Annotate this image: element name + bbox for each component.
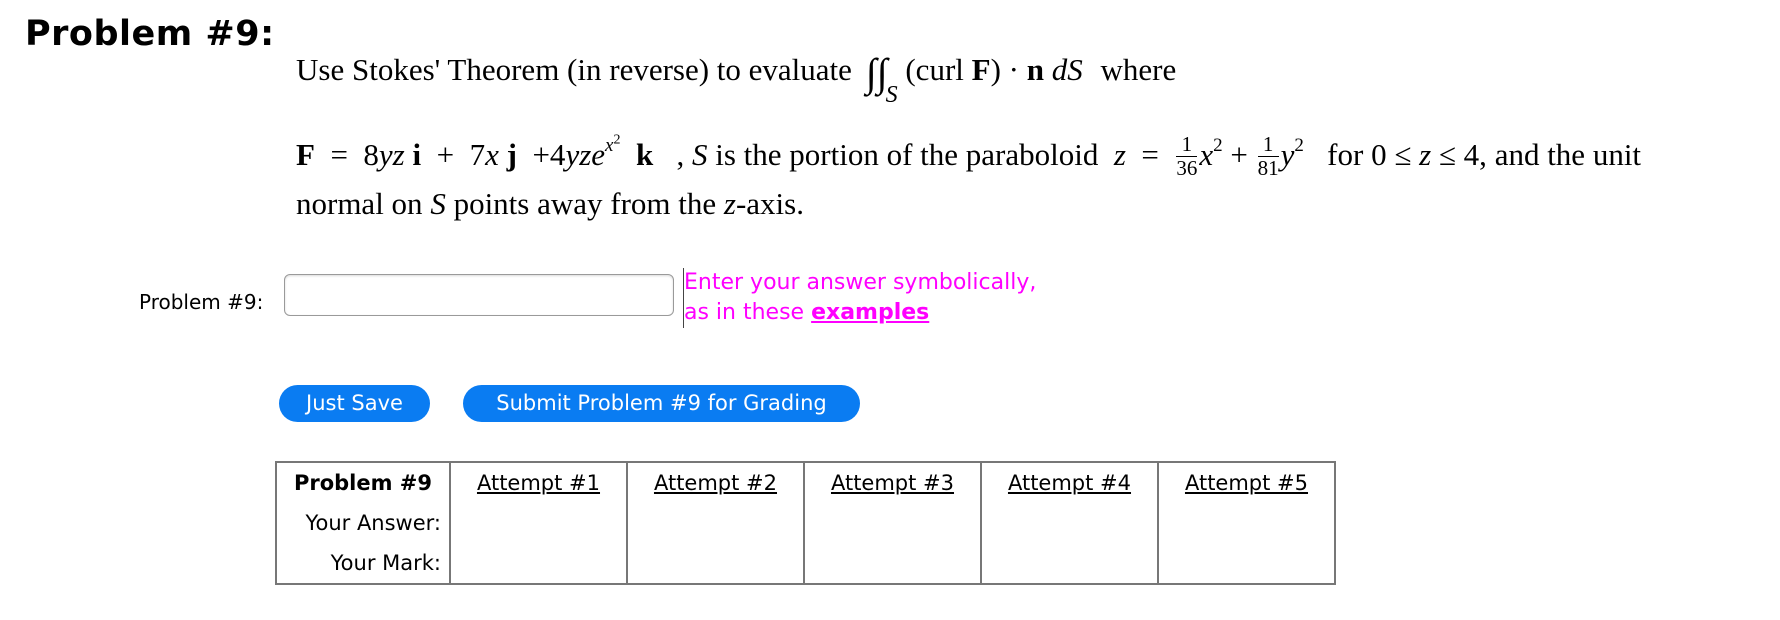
attempt-5-header[interactable]: Attempt #5 — [1158, 462, 1335, 503]
field-symbol: F — [296, 137, 315, 172]
examples-link[interactable]: examples — [811, 300, 930, 325]
unit-text: and the unit — [1494, 137, 1642, 172]
table-header-problem: Problem #9 — [276, 462, 450, 503]
intro-text: Use Stokes' Theorem (in reverse) to evaluate — [296, 52, 852, 87]
your-mark-label: Your Mark: — [276, 543, 450, 584]
hint-line1: Enter your answer symbolically, — [684, 270, 1037, 295]
hint-line2: as in these examples — [684, 300, 930, 325]
answer-input[interactable] — [284, 274, 674, 316]
attempt-4-header[interactable]: Attempt #4 — [981, 462, 1158, 503]
answer-cell — [627, 503, 804, 543]
problem-heading: Problem #9: — [25, 14, 275, 54]
problem-statement-line2: F = 8yz i + 7x j +4yze$^{x^2}$ k , S is the portion of the paraboloid z = $\frac{1}{36}$ $x^2$ + $\frac{1}{81}$ $y^2$ for 0 ≤ z ≤ 4, and the unit — [296, 132, 1642, 180]
your-mark-row — [276, 543, 1335, 584]
your-answer-label: Your Answer: — [276, 503, 450, 543]
surface-text: is the portion of the paraboloid — [715, 137, 1099, 172]
mark-cell — [450, 543, 627, 584]
answer-cell — [804, 503, 981, 543]
mark-cell — [1158, 543, 1335, 584]
problem-statement-line3: normal on S points away from the z-axis. — [296, 186, 804, 221]
answer-cell — [1158, 503, 1335, 543]
just-save-button[interactable]: Just Save — [279, 385, 430, 422]
range-text: for 0 ≤ z ≤ 4, — [1311, 137, 1487, 172]
answer-label: Problem #9: — [139, 290, 264, 314]
double-integral-symbol: $\int\int_S$ — [865, 50, 898, 108]
mark-cell — [981, 543, 1158, 584]
problem-statement-line1 — [296, 50, 1177, 108]
submit-for-grading-button[interactable]: Submit Problem #9 for Grading — [463, 385, 860, 422]
attempt-1-header[interactable]: Attempt #1 — [450, 462, 627, 503]
your-answer-row — [276, 503, 1335, 543]
attempt-2-header[interactable]: Attempt #2 — [627, 462, 804, 503]
integral-subscript: S — [885, 82, 898, 108]
answer-cell — [981, 503, 1158, 543]
attempts-header-row — [276, 462, 1335, 503]
integrand: (curl F) · n dS — [905, 52, 1083, 87]
attempt-3-header[interactable]: Attempt #3 — [804, 462, 981, 503]
paraboloid-equation: z = $\frac{1}{36}$ $x^2$ + $\frac{1}{81}$ $y^2$ — [1113, 132, 1304, 180]
answer-cell — [450, 503, 627, 543]
mark-cell — [804, 543, 981, 584]
mark-cell — [627, 543, 804, 584]
where-text: where — [1100, 52, 1177, 87]
field-expression: 8yz i + 7x j +4yze$^{x^2}$ k — [363, 132, 654, 172]
answer-hint — [683, 268, 1036, 328]
attempts-table — [275, 461, 1336, 585]
